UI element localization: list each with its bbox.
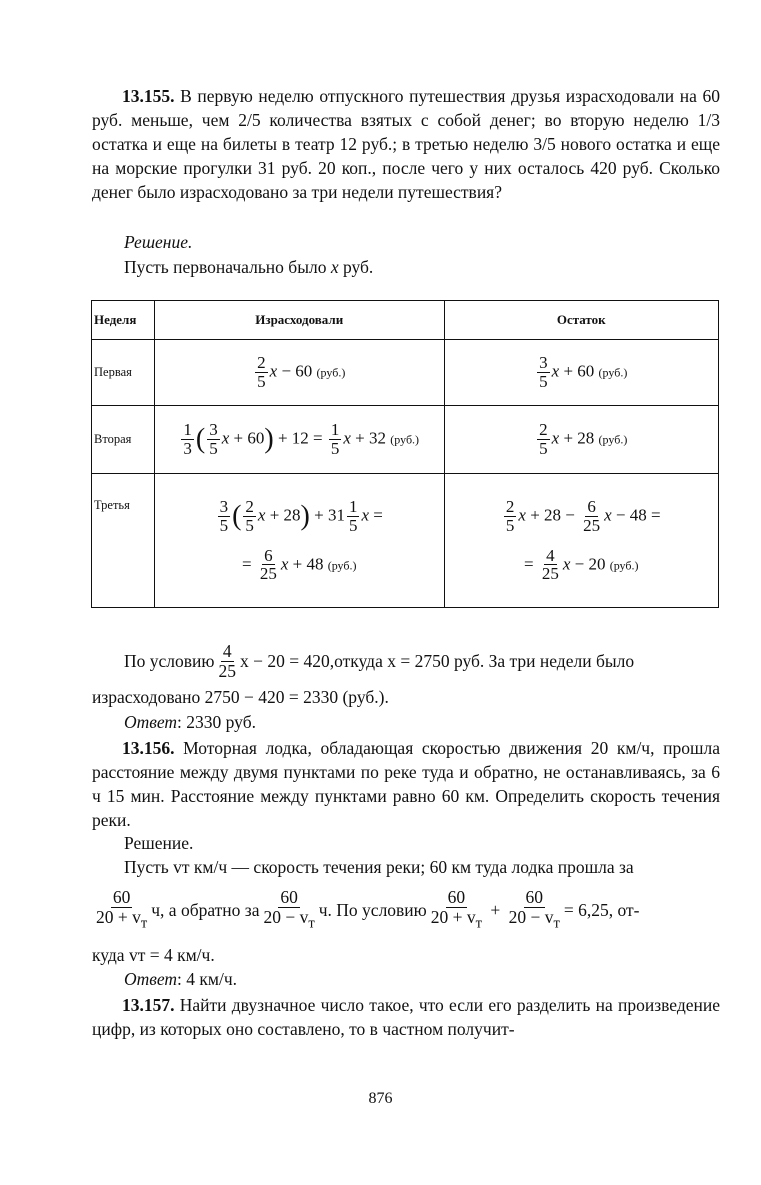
equation-line-156: $\frac{60}{20 + v_т}$ ч, а обратно за $\frac{60}{20 - v_т}$ ч. По условию $\frac{60}{20 + v_т}$ + $\frac{60}{20 - v_т}$ = 6,25, от- xyxy=(96,887,640,932)
header-week: Неделя xyxy=(92,301,155,340)
row-label-first: Первая xyxy=(92,340,155,406)
remainder-first: $\frac{3}{5}$ x + 60 (руб.) xyxy=(444,340,719,406)
table-row xyxy=(92,406,719,474)
solution-table xyxy=(91,300,719,608)
solution-label-155: Решение. xyxy=(124,232,193,252)
page-number: 876 xyxy=(368,1090,393,1107)
conclusion-line: По условию $\frac{4}{25}$ x − 20 = 420, откуда x = 2750 руб. За три недели было xyxy=(124,641,635,681)
problem-155-number: 13.155. xyxy=(122,86,175,106)
row-label-second: Вторая xyxy=(92,406,155,474)
table-row xyxy=(92,474,719,608)
row-label-third: Третья xyxy=(92,474,155,608)
let-statement-156: Пусть vт км/ч — скорость течения реки; 60 км туда лодка прошла за xyxy=(124,857,634,877)
conclusion-spent: израсходовано 2750 − 420 = 2330 (руб.). xyxy=(92,687,389,707)
answer-156: Ответ: 4 км/ч. xyxy=(124,969,238,989)
spent-third: $\frac{3}{5}$ ( $\frac{2}{5}$ x + 28) + 31 $\frac{1}{5}$ x = = $\frac{6}{25}$ x + 48 (руб.) xyxy=(154,474,444,608)
problem-156-number: 13.156. xyxy=(122,738,175,758)
spent-first: $\frac{2}{5}$ x − 60 (руб.) xyxy=(154,340,444,406)
result-156: куда vт = 4 км/ч. xyxy=(92,945,215,965)
solution-label-156: Решение. xyxy=(124,833,194,853)
problem-155-text: 13.155. В первую неделю отпускного путешествия друзья израсходовали на 60 руб. меньше, чем 2/5 количества взятых с собой денег; во вторую неделю 1/3 остатка и еще на билеты в театр 12 руб.; в третью неделю 3/5 нового остатка и еще на морские прогулки 31 руб. 20 коп., после чего у них осталось 420 руб. Сколько денег было израсходовано за три недели путешествия? xyxy=(92,86,720,202)
problem-156-text: 13.156. Моторная лодка, обладающая скоростью движения 20 км/ч, прошла расстояние между двумя пунктами по реке туда и обратно, не останавливаясь, за 6 ч 15 мин. Расстояние между пунктами равно 60 км. Определить скорость течения реки. xyxy=(92,738,720,830)
problem-157-text: 13.157. Найти двузначное число такое, что если его разделить на произведение цифр, из которых оно составлено, то в частном получит- xyxy=(92,995,720,1039)
table-header-row xyxy=(92,301,719,340)
header-remainder: Остаток xyxy=(444,301,719,340)
spent-second: $\frac{1}{3}$ ( $\frac{3}{5}$ x + 60) + 12 = $\frac{1}{5}$ x + 32 (руб.) xyxy=(154,406,444,474)
remainder-third: $\frac{2}{5}$ x + 28 − $\frac{6}{25}$ x − 48 = = $\frac{4}{25}$ x − 20 (руб.) xyxy=(444,474,719,608)
table-row xyxy=(92,340,719,406)
let-statement-155: Пусть первоначально было x руб. xyxy=(124,257,374,277)
remainder-second: $\frac{2}{5}$ x + 28 (руб.) xyxy=(444,406,719,474)
answer-155: Ответ: 2330 руб. xyxy=(124,712,256,732)
problem-157-number: 13.157. xyxy=(122,995,175,1015)
header-spent: Израсходовали xyxy=(154,301,444,340)
